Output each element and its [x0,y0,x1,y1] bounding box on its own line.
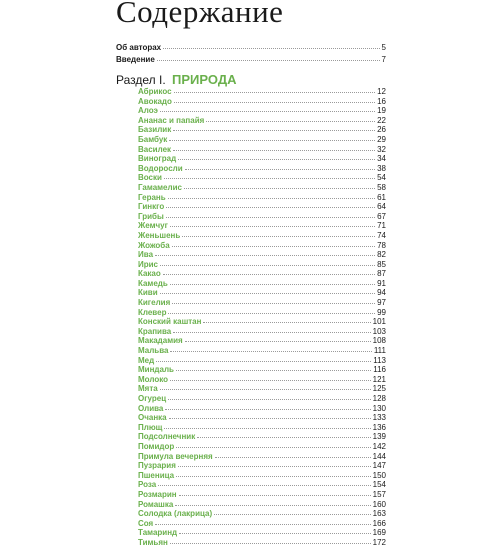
toc-entry-title: Гамамелис [138,182,182,192]
toc-entry-page: 133 [372,413,386,423]
toc-entry-page: 64 [377,202,386,212]
toc-entry-introduction[interactable] [116,55,386,67]
dot-leader [215,451,371,458]
dot-leader [179,527,371,534]
toc-entry-page: 26 [377,125,386,135]
dot-leader [160,287,375,294]
toc-entries-list [138,87,386,548]
toc-entry-page: 136 [372,422,386,432]
toc-entry-page: 172 [372,537,386,547]
toc-entry-page: 22 [377,115,386,125]
toc-entry-page: 58 [377,182,386,192]
dot-leader [164,172,375,179]
toc-entry-page: 116 [373,365,386,375]
toc-entry-page: 160 [372,499,386,509]
toc-entry-title: Жемчуг [138,221,168,231]
toc-entry-title: Роза [138,480,157,490]
toc-entry-title: Пшеница [138,470,175,480]
toc-entry-title: Женьшень [138,230,181,240]
toc-entry-title: Примула вечерняя [138,451,213,461]
toc-entry-title: Макадамия [138,336,183,346]
toc-entry-page: 103 [372,326,386,336]
page-title: Содержание [116,0,284,29]
dot-leader [157,54,380,61]
dot-leader [168,393,370,400]
dot-leader [172,297,375,304]
dot-leader [206,115,375,122]
toc-entry[interactable] [138,538,386,548]
toc-entry-title: Клевер [138,307,167,317]
toc-entry-title: Миндаль [138,365,174,375]
toc-entry-page: 169 [372,528,386,538]
dot-leader [185,335,371,342]
toc-entry-page: 85 [377,259,386,269]
toc-entry-title: Конский каштан [138,317,202,327]
toc-entry-title: Крапива [138,326,172,336]
toc-entry-title: Введение [116,54,155,64]
toc-entry-title: Гинкго [138,202,165,212]
toc-entry-title: Мята [138,384,158,394]
toc-entry-page: 101 [372,317,386,327]
toc-entry-page: 74 [377,230,386,240]
dot-leader [160,383,371,390]
toc-entry-page: 91 [377,278,386,288]
dot-leader [214,508,371,515]
dot-leader [179,489,371,496]
toc-entry-page: 99 [377,307,386,317]
toc-entry-title: Какао [138,269,161,279]
toc-entry-page: 87 [377,269,386,279]
toc-entry-page: 7 [381,54,386,64]
toc-entry-page: 163 [372,509,386,519]
dot-leader [170,220,375,227]
toc-entry-page: 82 [377,250,386,260]
toc-entry-title: Помидор [138,441,175,451]
toc-entry-title: Олива [138,403,164,413]
dot-leader [165,403,370,410]
toc-entry-title: Авокадо [138,96,172,106]
toc-entry-title: Водоросли [138,163,183,173]
toc-entry-title: Камедь [138,278,168,288]
dot-leader [160,105,375,112]
dot-leader [197,431,370,438]
toc-entry-page: 78 [377,240,386,250]
dot-leader [173,144,375,151]
dot-leader [173,124,375,131]
toc-entry-title: Огурец [138,394,167,403]
toc-entry-page: 139 [372,432,386,442]
front-matter-list [116,43,386,66]
toc-entry-page: 97 [377,298,386,308]
toc-entry-page: 154 [372,480,386,490]
dot-leader [176,441,370,448]
toc-entry-page: 67 [377,211,386,221]
dot-leader [174,96,375,103]
toc-entry-title: Ананас и папайя [138,115,205,125]
toc-entry-title: Герань [138,192,166,202]
toc-entry-title: Молоко [138,374,168,384]
toc-entry-page: 12 [377,87,386,96]
toc-entry-page: 16 [377,96,386,106]
dot-leader [158,479,370,486]
toc-entry-page: 32 [377,144,386,154]
toc-entry-title: Розмарин [138,489,177,499]
dot-leader [169,134,375,141]
toc-entry-title: Базилик [138,125,172,135]
toc-entry-page: 142 [372,441,386,451]
dot-leader [170,374,371,381]
toc-entry-page: 5 [381,43,386,52]
dot-leader [168,307,375,314]
dot-leader [163,268,375,275]
dot-leader [178,153,375,160]
toc-entry-title: Ирис [138,259,159,269]
toc-entry-title: Подсолнечник [138,432,196,442]
toc-entry-page: 61 [377,192,386,202]
toc-entry-title: Ива [138,250,154,260]
dot-leader [155,518,370,525]
dot-leader [163,42,379,49]
dot-leader [182,230,375,237]
toc-entry-title: Абрикос [138,87,172,96]
dot-leader [203,316,370,323]
toc-entry-page: 157 [372,489,386,499]
toc-entry-title: Василек [138,144,172,154]
dot-leader [169,412,371,419]
toc-entry-title: Плющ [138,422,163,432]
dot-leader [160,259,375,266]
toc-entry-page: 150 [372,470,386,480]
toc-entry-page: 108 [372,336,386,346]
toc-entry-title: Жожоба [138,240,170,250]
toc-entry-title: Бамбук [138,134,168,144]
toc-entry-page: 147 [372,461,386,471]
toc-entry-title: Грибы [138,211,164,221]
dot-leader [173,326,370,333]
toc-entry-title: Алоэ [138,106,158,116]
section-heading [116,72,236,87]
toc-entry-title: Воски [138,173,162,183]
toc-entry-page: 34 [377,154,386,164]
dot-leader [170,345,371,352]
dot-leader [164,422,370,429]
toc-entry-page: 29 [377,134,386,144]
dot-leader [176,470,371,477]
toc-entry-page: 121 [372,374,386,384]
dot-leader [178,460,371,467]
toc-entry-page: 130 [372,403,386,413]
toc-entry-page: 128 [372,394,386,403]
toc-entry-title: Ромашка [138,499,174,509]
toc-entry-page: 94 [377,288,386,298]
dot-leader [176,364,371,371]
toc-entry-page: 144 [372,451,386,461]
toc-entry-page: 54 [377,173,386,183]
toc-entry-page: 113 [373,355,386,365]
toc-entry-title: Соя [138,518,154,528]
dot-leader [185,163,375,170]
toc-entry-title: Очанка [138,413,167,423]
toc-entry-title: Кигелия [138,298,171,308]
toc-entry-page: 166 [372,518,386,528]
toc-entry-title: Тамаринд [138,528,178,538]
toc-entry-page: 71 [377,221,386,231]
toc-entry-title: Об авторах [116,43,162,52]
dot-leader [166,201,375,208]
dot-leader [170,278,375,285]
dot-leader [172,240,375,247]
dot-leader [184,182,375,189]
toc-entry-title: Мальва [138,346,169,356]
section-name: ПРИРОДА [172,72,237,87]
toc-entry-page: 38 [377,163,386,173]
dot-leader [155,249,375,256]
toc-entry-title: Тимьян [138,537,168,547]
toc-entry-title: Мед [138,355,155,365]
toc-entry-page: 19 [377,106,386,116]
toc-entry-title: Киви [138,288,158,298]
toc-entry-page: 125 [372,384,386,394]
toc-entry-title: Пузрария [138,461,176,471]
dot-leader [166,211,375,218]
dot-leader [174,86,376,93]
dot-leader [170,537,371,544]
toc-entry-title: Солодка (лакрица) [138,509,213,519]
section-label: Раздел I. [116,73,166,87]
dot-leader [156,355,371,362]
toc-entry-title: Виноград [138,154,177,164]
toc-entry-page: 111 [373,346,386,356]
dot-leader [168,192,375,199]
